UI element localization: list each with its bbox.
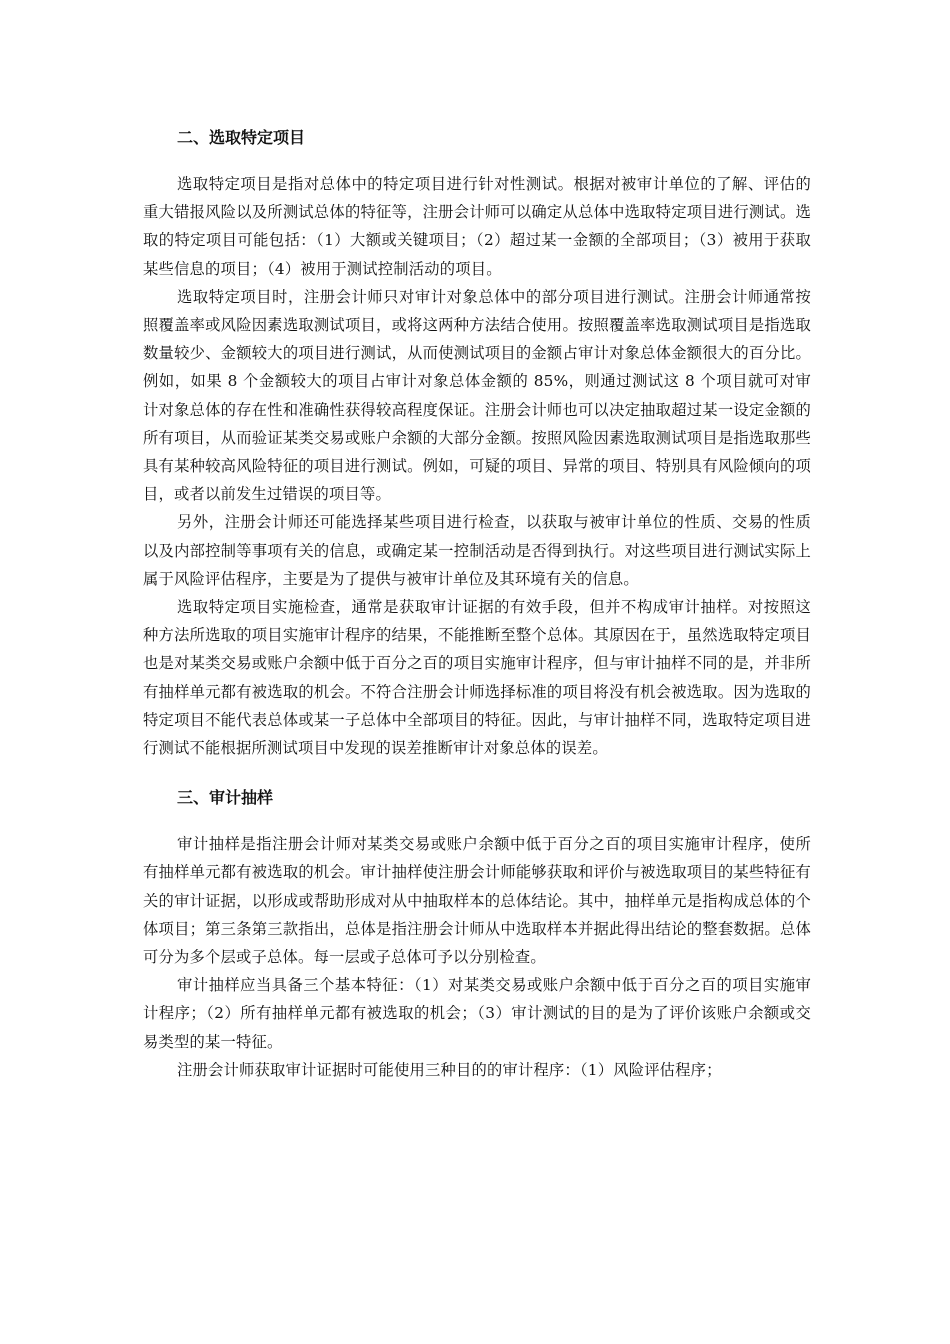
paragraph: 审计抽样是指注册会计师对某类交易或账户余额中低于百分之百的项目实施审计程序，使所有抽样单元都有被选取的机会。审计抽样使注册会计师能够获取和评价与被选取项目的某些特征有关的审计证据，以形成或帮助形成对从中抽取样本的总体结论。其中，抽样单元是指构成总体的个体项目；第三条第三款指出，总体是指注册会计师从中选取样本并据此得出结论的整套数据。总体可分为多个层或子总体。每一层或子总体可予以分别检查。 [143,835,811,967]
paragraph: 选取特定项目时，注册会计师只对审计对象总体中的部分项目进行测试。注册会计师通常按照覆盖率或风险因素选取测试项目，或将这两种方法结合使用。按照覆盖率选取测试项目是指选取数量较少、金额较大的项目进行测试，从而使测试项目的金额占审计对象总体金额很大的百分比。例如，如果 8 个金额较大的项目占审计对象总体金额的 85%，则通过测试这 8 个项目就可对审计对象总体的存在性和准确性获得较高程度保证。注册会计师也可以决定抽取超过某一设定金额的所有项目，从而验证某类交易或账户余额的大部分金额。按照风险因素选取测试项目是指选取那些具有某种较高风险特征的项目进行测试。例如，可疑的项目、异常的项目、特别具有风险倾向的项目，或者以前发生过错误的项目等。 [143,287,811,504]
paragraph: 另外，注册会计师还可能选择某些项目进行检查，以获取与被审计单位的性质、交易的性质以及内部控制等事项有关的信息，或确定某一控制活动是否得到执行。对这些项目进行测试实际上属于风险评估程序，主要是为了提供与被审计单位及其环境有关的信息。 [143,513,811,588]
paragraph: 注册会计师获取审计证据时可能使用三种目的的审计程序：（1）风险评估程序； [177,1060,722,1079]
document-body [143,124,811,1084]
paragraph: 选取特定项目是指对总体中的特定项目进行针对性测试。根据对被审计单位的了解、评估的重大错报风险以及所测试总体的特征等，注册会计师可以确定从总体中选取特定项目进行测试。选取的特定项目可能包括：（1）大额或关键项目；（2）超过某一金额的全部项目；（3）被用于获取某些信息的项目；（4）被用于测试控制活动的项目。 [143,175,811,278]
section-spacer [143,762,811,774]
section-heading-audit-sampling: 三、审计抽样 [177,788,274,808]
paragraph: 选取特定项目实施检查，通常是获取审计证据的有效手段，但并不构成审计抽样。对按照这种方法所选取的项目实施审计程序的结果，不能推断至整个总体。其原因在于，虽然选取特定项目也是对某类交易或账户余额中低于百分之百的项目实施审计程序，但与审计抽样不同的是，并非所有抽样单元都有被选取的机会。不符合注册会计师选择标准的项目将没有机会被选取。因为选取的特定项目不能代表总体或某一子总体中全部项目的特征。因此，与审计抽样不同，选取特定项目进行测试不能根据所测试项目中发现的误差推断审计对象总体的误差。 [143,598,811,758]
paragraph: 审计抽样应当具备三个基本特征：（1）对某类交易或账户余额中低于百分之百的项目实施审计程序；（2）所有抽样单元都有被选取的机会；（3）审计测试的目的是为了评价该账户余额或交易类型的某一特征。 [143,976,811,1051]
section-heading-selecting-specific-items: 二、选取特定项目 [177,128,306,147]
